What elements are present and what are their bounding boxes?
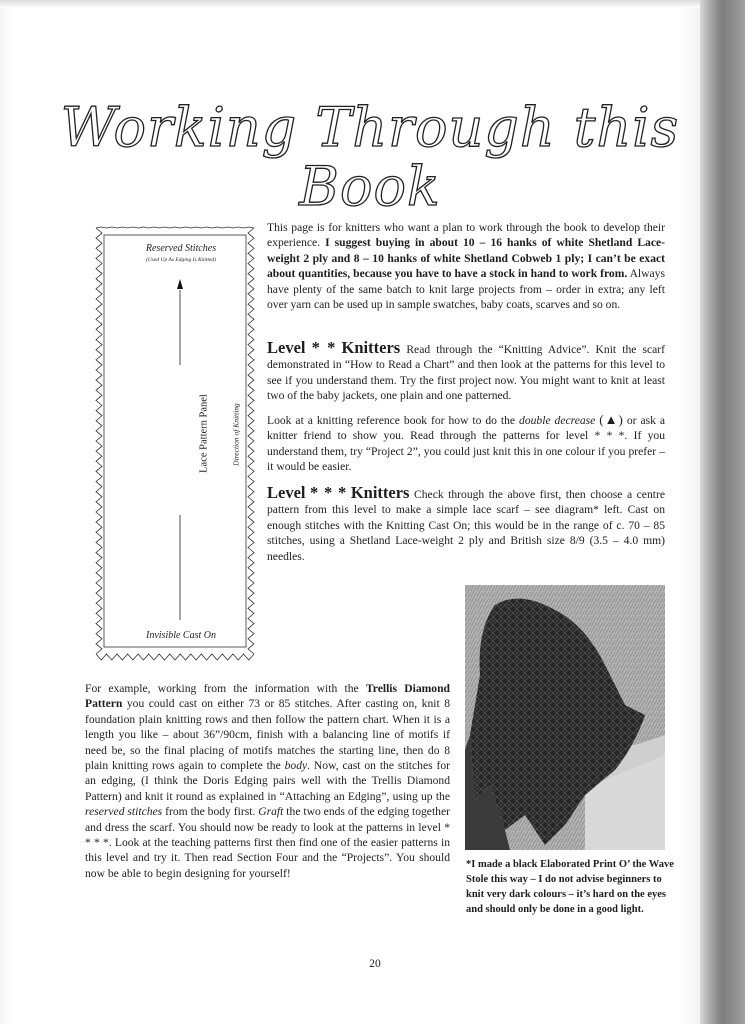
stole-photo [465, 585, 665, 850]
level3-section [267, 485, 665, 564]
level2-stars: * * [311, 338, 336, 357]
direction-label: Direction of Knitting [231, 403, 241, 466]
level2-text: Read through the “Knitting Advice”. Knit the scarf demonstrated in “How to Read a Chart” and then look at the patterns for this level to see if you understand them. Try the first project now. You might want to knit at least two of the baby jackets, one plain and one patterned. [267, 343, 666, 403]
intro-paragraph [267, 220, 665, 312]
intro-text-2: Always have plenty of the same batch to knit large projects from – order in extra; any left over yarn can be used up in sample swatches, baby coats, scarves and so on. [267, 267, 665, 312]
example-text-c: you could cast on either 73 or 85 stitches. After casting on, knit 8 foundation plain knitting rows and then follow the pattern chart. When it is a length you like – about 36”/90cm, finish with a balancing line of motifs if need be, so the final placing of motifs matches the starting line, then do 8 plain knitting rows again to complete the [85, 697, 450, 773]
book-binding [700, 0, 745, 1024]
reserved-stitches-note: (Used Up As Edging Is Knitted) [145, 257, 217, 263]
intro-text: This page is for knitters who want a plan to work through the book to develop their experience. [267, 221, 665, 250]
page-title: Working Through this Book [60, 96, 680, 219]
double-decrease-paragraph [267, 412, 665, 475]
dd-term: double decrease [519, 414, 596, 427]
double-decrease-symbol-icon: (▲) [599, 412, 623, 427]
example-text-i: the two ends of the edging together and dress the scarf. You should now be ready to look at the patterns in level * * * *. Look at the teaching patterns first then find one of the easier patterns in this level and try it. Then read Section Four and the “Projects”. You should now be able to begin designing for yourself! [85, 805, 450, 880]
page-number: 20 [369, 958, 381, 970]
page-top-shadow [0, 0, 700, 8]
graft-term: Graft [258, 805, 284, 819]
level2-section [267, 340, 665, 404]
body-term: body [284, 759, 308, 773]
level3-text: Check through the above first, then choose a centre pattern from this level to make a simple lace scarf – see diagram* left. Cast on enough stitches with the Knitting Cast On; this would be in the range of c. 70 – 85 stitches, using a Shetland Lace-weight 2 ply and British size 8/9 (3.5 – 4.0 mm) needles. [267, 488, 665, 563]
lace-panel-label: Lace Pattern Panel [198, 394, 210, 473]
intro-bold-text: I suggest buying in about 10 – 16 hanks of white Shetland Lace-weight 2 ply and 8 – 10 hanks of white Shetland Cobweb 1 ply; I can’t be exact about quantities, because you have to have a stock in hand to work from. [267, 236, 665, 281]
example-paragraph [85, 681, 450, 881]
trellis-diamond-pattern-term: Trellis Diamond Pattern [85, 682, 450, 711]
scarf-diagram [92, 225, 248, 655]
level3-heading-level: Level [267, 483, 306, 502]
scarf-diagram-outline [92, 225, 270, 665]
dd-text-pre: Look at a knitting reference book for how to do the [267, 414, 516, 427]
dd-text-post: or ask a knitter friend to show you. Read through the patterns for level * * *. If you understand them, try “Project 2”, you could just knit this in one colour if you prefer – it would be easier. [267, 414, 665, 474]
level3-heading-knitters: Knitters [350, 483, 410, 502]
example-text-e: . Now, cast on the stitches for an edging, (I think the Doris Edging pairs well with the Trellis Diamond Pattern) and knit it round as explained in “Attaching an Edging”, using up the [85, 759, 451, 803]
level2-heading-knitters: Knitters [341, 338, 401, 357]
cast-on-label: Invisible Cast On [146, 630, 216, 641]
level2-heading-level: Level [267, 338, 306, 357]
example-text-g: from the body first. [165, 805, 256, 819]
reserved-stitches-label: Reserved Stitches [145, 243, 217, 254]
level3-stars: * * * [310, 483, 347, 502]
photo-caption: *I made a black Elaborated Print O’ the Wave Stole this way – I do not advise beginners to knit very dark colours – it’s hard on the eyes and should only be done in a good light. [466, 859, 674, 915]
example-text-a: For example, working from the information with the [85, 682, 359, 695]
reserved-stitches-term: reserved stitches [85, 805, 163, 819]
